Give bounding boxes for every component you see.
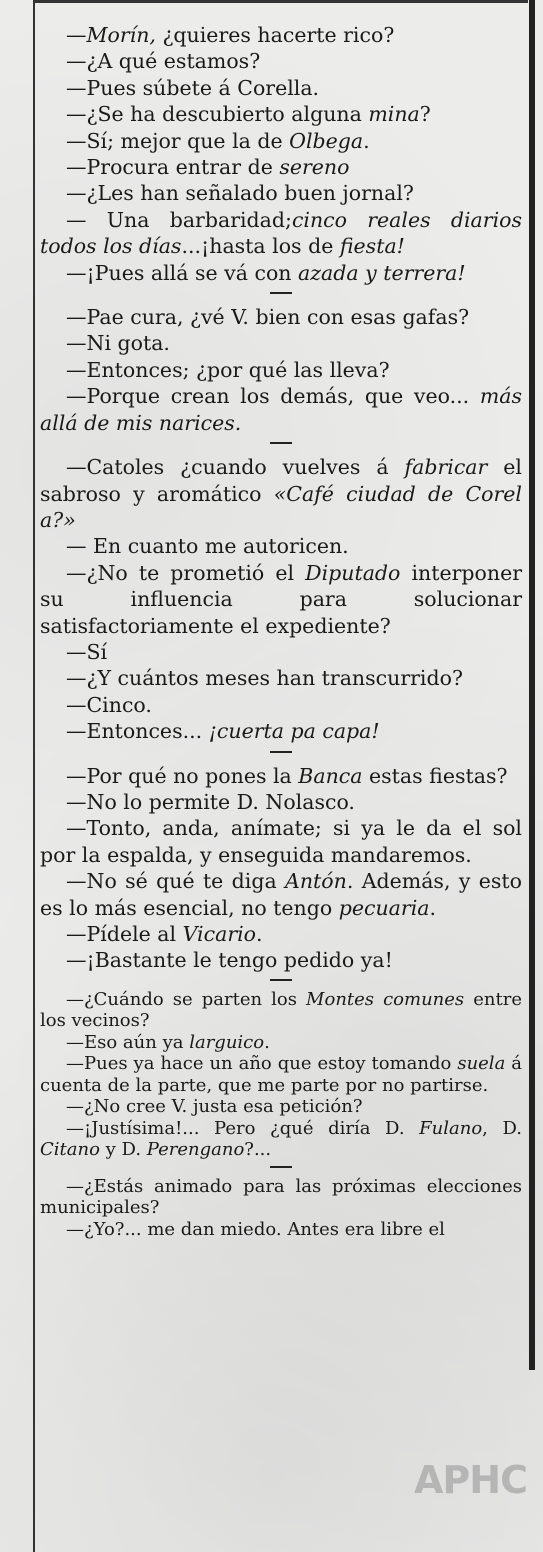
line-text: —¿No cree V. justa esa petición? (66, 1096, 363, 1118)
dialogue-line (40, 330, 522, 356)
dialogue-line (40, 1118, 522, 1161)
line-text: —Porque crean los demás, que veo... (66, 384, 480, 409)
dialogue-line (40, 454, 522, 533)
line-text: á cuenta de la parte, que me parte por no partirse. (40, 1053, 523, 1096)
dialogue-line (40, 1096, 522, 1118)
line-text: —Sí (66, 639, 108, 664)
line-text: —Por qué no pones la (66, 763, 299, 788)
italic-text: suela (457, 1053, 506, 1075)
dialogue-line (40, 128, 522, 154)
right-column-rule (529, 0, 535, 1370)
line-text: entre los vecinos? (40, 988, 522, 1032)
line-text: —¿Yo?... me dan miedo. Antes era libre el (66, 1218, 445, 1240)
line-text: —Catoles ¿cuando vuelves á (66, 455, 405, 480)
top-column-rule (33, 0, 528, 3)
line-text: —Tonto, anda, anímate; si ya le da el sol por la espalda, y enseguida mandaremos. (40, 816, 522, 867)
line-text: —¿A qué estamos? (66, 49, 261, 74)
line-text: —Entonces; ¿por qué las lleva? (66, 357, 390, 382)
italic-text: fiesta! (339, 234, 405, 259)
italic-text: Citano (40, 1139, 100, 1161)
section-separator (270, 442, 292, 444)
line-text: — En cuanto me autoricen. (66, 534, 349, 559)
line-text: ¿quieres hacerte rico? (155, 23, 395, 47)
article-column (40, 22, 522, 1240)
dialogue-line (40, 665, 522, 691)
dialogue-line (40, 989, 522, 1032)
line-text: ...¡hasta los de (181, 234, 340, 259)
line-text: . (264, 1031, 270, 1053)
dialogue-section (40, 763, 522, 974)
italic-text: Perengano (146, 1139, 245, 1161)
dialogue-line (40, 154, 522, 180)
dialogue-line (40, 48, 522, 74)
italic-text: mina (368, 102, 420, 127)
line-text: — Una barbaridad; (66, 207, 292, 232)
line-text: ?... (244, 1139, 272, 1161)
italic-text: Antón (285, 869, 347, 894)
dialogue-line (40, 763, 522, 789)
dialogue-line (40, 921, 522, 947)
line-text: y D. (99, 1139, 147, 1161)
dialogue-line (40, 207, 522, 260)
italic-text: sereno (279, 155, 350, 180)
italic-text: Montes comunes (306, 988, 465, 1010)
dialogue-line (40, 789, 522, 815)
dialogue-line (40, 868, 522, 921)
line-text: interponer su influencia para solucionar satisfactoriamente el expediente? (40, 560, 523, 638)
line-text: —¿Cuándo se parten los (66, 988, 307, 1010)
dialogue-section (40, 989, 522, 1161)
dialogue-section (40, 304, 522, 436)
line-text: —No sé qué te diga (66, 869, 286, 894)
italic-text: Diputado (305, 560, 401, 585)
dialogue-line (40, 1176, 522, 1219)
dialogue-line (40, 639, 522, 665)
left-column-rule (33, 0, 35, 1552)
dialogue-section (40, 22, 522, 286)
line-text: —Eso aún ya (66, 1031, 190, 1053)
line-text: —¡Bastante le tengo pedido ya! (66, 948, 393, 973)
line-text: ? (419, 102, 431, 127)
line-text: —Sí; mejor que la de (66, 128, 290, 153)
italic-text: Banca (298, 763, 363, 788)
italic-text: Morín, (86, 23, 156, 47)
line-text: —Procura entrar de (66, 155, 280, 180)
dialogue-line (40, 1053, 522, 1096)
italic-text: fabricar (404, 455, 488, 480)
line-text: —Pídele al (66, 922, 183, 946)
dialogue-line (40, 533, 522, 559)
line-text: estas fiestas? (362, 763, 508, 788)
section-separator (270, 751, 292, 753)
line-text: . Además, y esto es lo más esencial, no tengo (40, 869, 522, 920)
line-text: , D. (482, 1117, 522, 1139)
italic-text: «Café ciudad de Corel a?» (40, 481, 522, 532)
section-separator (270, 1166, 292, 1168)
dialogue-line (40, 692, 522, 718)
italic-text: pecuaria (338, 895, 430, 920)
dialogue-line (40, 383, 522, 436)
italic-text: azada y terrera! (298, 260, 466, 285)
section-separator (270, 979, 292, 981)
italic-text: Olbega (289, 128, 364, 153)
italic-text: cinco reales diarios todos los días (40, 207, 522, 259)
line-text: —Pues ya hace un año que estoy tomando (66, 1053, 458, 1075)
line-text: —Pae cura, ¿vé V. bien con esas gafas? (66, 305, 470, 330)
line-text: . (363, 128, 370, 153)
dialogue-line (40, 815, 522, 868)
dialogue-line (40, 718, 522, 744)
line-text: —Ni gota. (66, 331, 170, 356)
archive-watermark: APHC (414, 1458, 527, 1502)
dialogue-line (40, 947, 522, 973)
italic-text: Vicario (182, 922, 257, 946)
line-text: —Entonces... (66, 719, 209, 744)
line-text: —¡Pues allá se vá con (66, 260, 299, 285)
italic-text: larguico (189, 1031, 265, 1053)
line-text: . (256, 922, 263, 946)
line-text: —¿Se ha descubierto alguna (66, 102, 369, 127)
line-text: — (66, 23, 87, 47)
dialogue-line (40, 1032, 522, 1054)
dialogue-line (40, 101, 522, 127)
dialogue-line (40, 180, 522, 206)
dialogue-line (40, 560, 522, 639)
line-text: —¿Y cuántos meses han transcurrido? (66, 666, 463, 691)
line-text: —Pues súbete á Corella. (66, 75, 320, 100)
line-text: el sabroso y aromático (40, 455, 522, 506)
dialogue-line (40, 22, 522, 48)
dialogue-line (40, 260, 522, 286)
dialogue-section (40, 454, 522, 744)
dialogue-line (40, 1219, 522, 1241)
line-text: . (429, 895, 437, 920)
italic-text: Fulano (419, 1117, 483, 1139)
line-text: —¿Les han señalado buen jornal? (66, 181, 414, 206)
line-text: —¡Justísima!... Pero ¿qué diría D. (66, 1117, 420, 1139)
line-text: —No lo permite D. Nolasco. (66, 789, 355, 814)
line-text: —¿Estás animado para las próximas elecciones municipales? (40, 1175, 522, 1219)
dialogue-line (40, 75, 522, 101)
italic-text: más allá de mis narices. (40, 384, 522, 435)
line-text: —¿No te prometió el (66, 560, 306, 585)
dialogue-line (40, 304, 522, 330)
italic-text: ¡cuerta pa capa! (208, 719, 380, 744)
dialogue-section (40, 1176, 522, 1241)
dialogue-line (40, 357, 522, 383)
section-separator (270, 292, 292, 294)
line-text: —Cinco. (66, 692, 152, 717)
